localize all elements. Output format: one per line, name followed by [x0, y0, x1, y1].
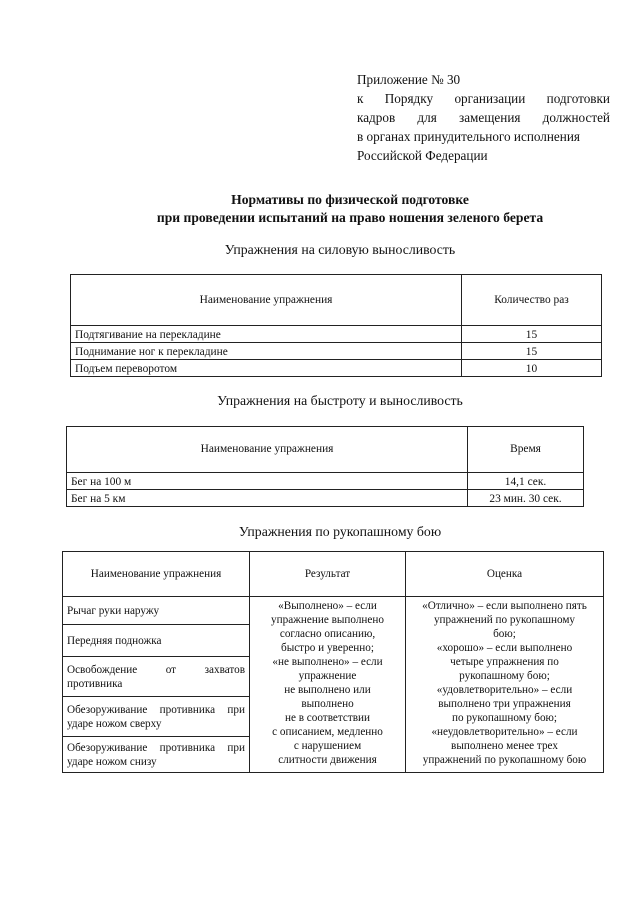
exercise-name: Передняя подножка — [63, 625, 250, 657]
appendix-line: Российской Федерации — [357, 148, 488, 163]
appendix-block — [357, 70, 610, 165]
exercise-value: 14,1 сек. — [468, 473, 584, 490]
table-row — [67, 490, 584, 507]
combat-table — [62, 551, 604, 773]
exercise-value: 15 — [462, 343, 602, 360]
grade-line: рукопашному бою; — [459, 670, 550, 682]
exercise-name: Подъем переворотом — [71, 360, 462, 377]
result-line: согласно описанию, — [279, 628, 376, 640]
grade-line: по рукопашному бою; — [451, 712, 558, 724]
grade-line: упражнений по рукопашному — [433, 614, 576, 626]
result-line: не выполнено или — [284, 684, 371, 696]
result-line: «не выполнено» – если — [272, 656, 383, 668]
grade-line: «неудовлетворительно» – если — [431, 726, 578, 738]
table-row — [67, 473, 584, 490]
document-title-line1: Нормативы по физической подготовке — [231, 192, 469, 207]
column-header: Результат — [250, 552, 406, 597]
column-header: Время — [468, 427, 584, 473]
grade-line: выполнено менее трех — [451, 740, 558, 752]
result-line: упражнение выполнено — [271, 614, 384, 626]
exercise-name: Обезоруживание противника при ударе ножом сверху — [63, 697, 250, 737]
section-heading-speed: Упражнения на быстроту и выносливость — [217, 393, 463, 408]
table-row — [71, 343, 602, 360]
grade-cell — [406, 597, 604, 773]
appendix-number: Приложение № 30 — [357, 72, 461, 87]
column-header: Наименование упражнения — [67, 427, 468, 473]
table-row — [63, 597, 604, 625]
result-line: упражнение — [298, 670, 357, 682]
exercise-name: Поднимание ног к перекладине — [71, 343, 462, 360]
column-header: Наименование упражнения — [63, 552, 250, 597]
table-row — [71, 326, 602, 343]
result-line: «Выполнено» – если — [278, 600, 377, 612]
grade-line: выполнено три упражнения — [438, 698, 571, 710]
grade-line: четыре упражнения по — [450, 656, 559, 668]
grade-line: «удовлетворительно» – если — [436, 684, 573, 696]
speed-table — [66, 426, 584, 507]
section-heading-combat: Упражнения по рукопашному бою — [238, 524, 442, 539]
grade-line: бою; — [493, 628, 516, 640]
column-header: Оценка — [406, 552, 604, 597]
document-title-line2: при проведении испытаний на право ношения зеленого берета — [156, 210, 544, 225]
exercise-value: 10 — [462, 360, 602, 377]
result-cell — [250, 597, 406, 773]
appendix-line: к Порядку организации подготовки — [357, 91, 610, 106]
table-row — [71, 360, 602, 377]
exercise-name: Обезоруживание противника при ударе ножом снизу — [63, 737, 250, 773]
result-line: быстро и уверенно; — [281, 642, 374, 654]
result-line: выполнено — [301, 698, 354, 710]
exercise-value: 15 — [462, 326, 602, 343]
exercise-name: Подтягивание на перекладине — [71, 326, 462, 343]
section-heading-strength: Упражнения на силовую выносливость — [224, 242, 456, 257]
column-header: Количество раз — [462, 275, 602, 326]
strength-table — [70, 274, 602, 377]
appendix-line: кадров для замещения должностей — [357, 110, 610, 125]
grade-line: «Отлично» – если выполнено пять — [422, 600, 587, 612]
table-header-row — [67, 427, 584, 473]
appendix-line: в органах принудительного исполнения — [357, 129, 580, 144]
column-header: Наименование упражнения — [71, 275, 462, 326]
table-header-row — [63, 552, 604, 597]
result-line: с нарушением — [293, 740, 362, 752]
exercise-name: Рычаг руки наружу — [63, 597, 250, 625]
exercise-name: Бег на 5 км — [67, 490, 468, 507]
grade-line: упражнений по рукопашному бою — [422, 754, 587, 766]
result-line: с описанием, медленно — [272, 726, 383, 738]
result-line: слитности движения — [278, 754, 377, 766]
result-line: не в соответствии — [284, 712, 371, 724]
exercise-name: Освобождение от захватов противника — [63, 657, 250, 697]
exercise-value: 23 мин. 30 сек. — [468, 490, 584, 507]
exercise-name: Бег на 100 м — [67, 473, 468, 490]
table-header-row — [71, 275, 602, 326]
grade-line: «хорошо» – если выполнено — [436, 642, 573, 654]
